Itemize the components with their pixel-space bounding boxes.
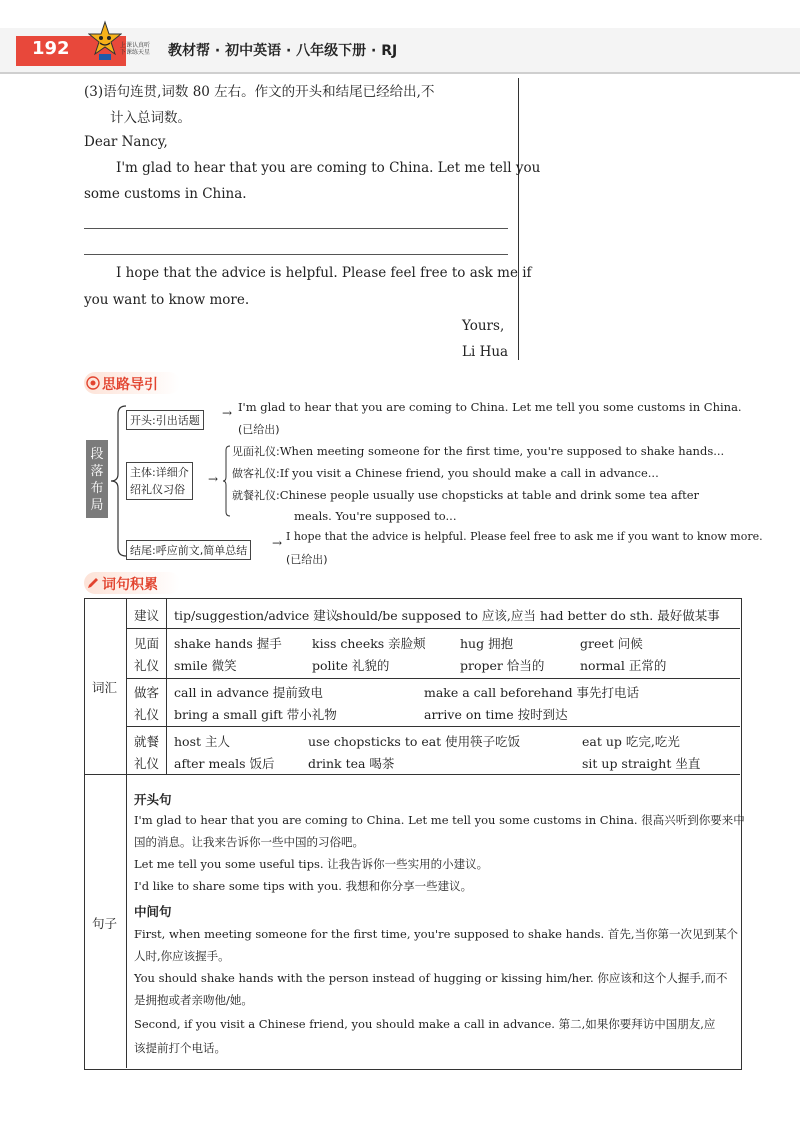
dining-item: sit up straight 坐直 — [582, 756, 701, 771]
body-label-line2: 绍礼仪习俗 — [130, 483, 185, 496]
visiting-item: bring a small gift 带小礼物 — [174, 707, 337, 722]
body-item-dining-text: Chinese people usually use chopsticks at table and drink some tea after — [279, 488, 700, 502]
meeting-item: greet 问候 — [580, 636, 643, 651]
ending-note: (已给出) — [286, 553, 328, 566]
closing-line1: I hope that the advice is helpful. Please feel free to ask me if — [116, 265, 532, 281]
ending-label: 结尾:呼应前文,简单总结 — [126, 540, 251, 560]
signoff: Yours, — [462, 318, 505, 334]
opening-label: 开头:引出话题 — [126, 410, 204, 430]
row-line — [126, 678, 740, 679]
sentence-4-line1: First, when meeting someone for the first time, you're supposed to shake hands. 首先,当你第一次见到某个 — [134, 927, 738, 941]
writer-name: Li Hua — [462, 344, 509, 360]
answer-line-1 — [84, 228, 508, 229]
body-item-dining-cont: meals. You're supposed to... — [294, 509, 457, 523]
meeting-item: normal 正常的 — [580, 658, 667, 673]
sentence-5-line1: You should shake hands with the person instead of hugging or kissing him/her. 你应该和这个人握手,而不 — [134, 971, 728, 985]
sentence-label: 句子 — [92, 916, 118, 931]
cat-visiting-1: 做客 — [134, 685, 160, 700]
visiting-item: make a call beforehand 事先打电话 — [424, 685, 640, 700]
visiting-item: arrive on time 按时到达 — [424, 707, 568, 722]
meeting-item: polite 礼貌的 — [312, 658, 390, 673]
arrow-icon: → — [272, 536, 283, 550]
meeting-item: shake hands 握手 — [174, 636, 282, 651]
body-item-dining-label: 就餐礼仪: — [232, 489, 280, 502]
opening-line1: I'm glad to hear that you are coming to China. Let me tell you — [116, 160, 541, 176]
dining-item: drink tea 喝茶 — [308, 756, 395, 771]
cat-dining-2: 礼仪 — [134, 756, 160, 771]
requirement-line1: (3)语句连贯,词数 80 左右。作文的开头和结尾已经给出,不 — [84, 84, 435, 100]
sentence-1-line1: I'm glad to hear that you are coming to China. Let me tell you some customs in China. 很高兴听到你要来中 — [134, 813, 745, 827]
body-bracket-icon — [222, 444, 232, 518]
table-cat-divider — [166, 598, 167, 774]
cat-dining-1: 就餐 — [134, 734, 160, 749]
meeting-item: kiss cheeks 亲脸颊 — [312, 636, 426, 651]
body-item-visiting — [232, 465, 659, 481]
cat-advice: 建议 — [134, 608, 160, 623]
opening-text: I'm glad to hear that you are coming to China. Let me tell you some customs in China. — [238, 400, 742, 414]
body-item-meeting-label: 见面礼仪: — [232, 445, 280, 458]
body-item-visiting-label: 做客礼仪: — [232, 467, 280, 480]
opening-note: (已给出) — [238, 423, 280, 436]
logo-slogan-line1: 上课认真听 — [120, 42, 151, 49]
answer-area-border — [518, 78, 519, 360]
dining-item: host 主人 — [174, 734, 230, 749]
paragraph-layout-label — [86, 440, 108, 518]
logo-slogan — [120, 42, 160, 56]
advice-item: should/be supposed to 应该,应当 — [336, 608, 536, 623]
advice-item: had better do sth. 最好做某事 — [540, 608, 720, 623]
advice-item: tip/suggestion/advice 建议 — [174, 608, 339, 623]
sentence-3: I'd like to share some tips with you. 我想和你分享一些建议。 — [134, 879, 473, 893]
cat-meeting-2: 礼仪 — [134, 658, 160, 673]
book-title: 教材帮 · 初中英语 · 八年级下册 · RJ — [168, 43, 398, 59]
dining-item: eat up 吃完,吃光 — [582, 734, 680, 749]
body-item-meeting — [232, 443, 724, 459]
meeting-item: smile 微笑 — [174, 658, 237, 673]
star-mascot-icon — [88, 20, 122, 62]
paragraph-layout-text: 段落布局 — [90, 447, 104, 513]
outline-bracket-icon — [108, 404, 128, 558]
middle-sentences-heading: 中间句 — [134, 904, 172, 919]
cat-meeting-1: 见面 — [134, 636, 160, 651]
dining-item: after meals 饭后 — [174, 756, 275, 771]
table-col-divider — [126, 598, 127, 1068]
requirement-line2: 计入总词数。 — [110, 110, 191, 126]
opening-sentences-heading: 开头句 — [134, 792, 172, 807]
sentence-2: Let me tell you some useful tips. 让我告诉你一些实用的小建议。 — [134, 857, 489, 871]
target-icon — [86, 376, 100, 390]
opening-line2: some customs in China. — [84, 186, 247, 202]
body-item-dining — [232, 487, 699, 503]
closing-line2: you want to know more. — [84, 292, 250, 308]
vocab-label: 词汇 — [92, 680, 118, 695]
body-label — [126, 462, 193, 500]
sentence-5-line2: 是拥抱或者亲吻他/她。 — [134, 993, 253, 1007]
row-line — [126, 726, 740, 727]
answer-line-2 — [84, 254, 508, 255]
page-number: 192 — [32, 38, 70, 59]
outline-title: 思路导引 — [102, 377, 158, 393]
meeting-item: hug 拥抱 — [460, 636, 514, 651]
sentence-4-line2: 人时,你应该握手。 — [134, 949, 230, 963]
body-item-meeting-text: When meeting someone for the first time, you're supposed to shake hands... — [279, 444, 725, 458]
body-item-visiting-text: If you visit a Chinese friend, you should make a call in advance... — [279, 466, 659, 480]
meeting-item: proper 恰当的 — [460, 658, 545, 673]
sentence-6-line2: 该提前打个电话。 — [134, 1041, 226, 1055]
visiting-item: call in advance 提前致电 — [174, 685, 323, 700]
sentence-1-line2: 国的消息。让我来告诉你一些中国的习俗吧。 — [134, 835, 364, 849]
arrow-icon: → — [222, 406, 233, 420]
pen-icon — [86, 576, 100, 590]
sentence-6-line1: Second, if you visit a Chinese friend, you should make a call in advance. 第二,如果你要拜访中国朋友,应 — [134, 1017, 716, 1031]
salutation: Dear Nancy, — [84, 134, 168, 150]
arrow-icon: → — [208, 472, 219, 486]
ending-text: I hope that the advice is helpful. Please feel free to ask me if you want to know more. — [286, 530, 763, 543]
cat-visiting-2: 礼仪 — [134, 707, 160, 722]
row-line — [126, 628, 740, 629]
logo-slogan-line2: 下课练天星 — [120, 49, 151, 56]
vocab-title: 词句积累 — [102, 577, 158, 593]
body-label-line1: 主体:详细介 — [130, 466, 189, 479]
dining-item: use chopsticks to eat 使用筷子吃饭 — [308, 734, 521, 749]
row-line — [84, 774, 740, 775]
